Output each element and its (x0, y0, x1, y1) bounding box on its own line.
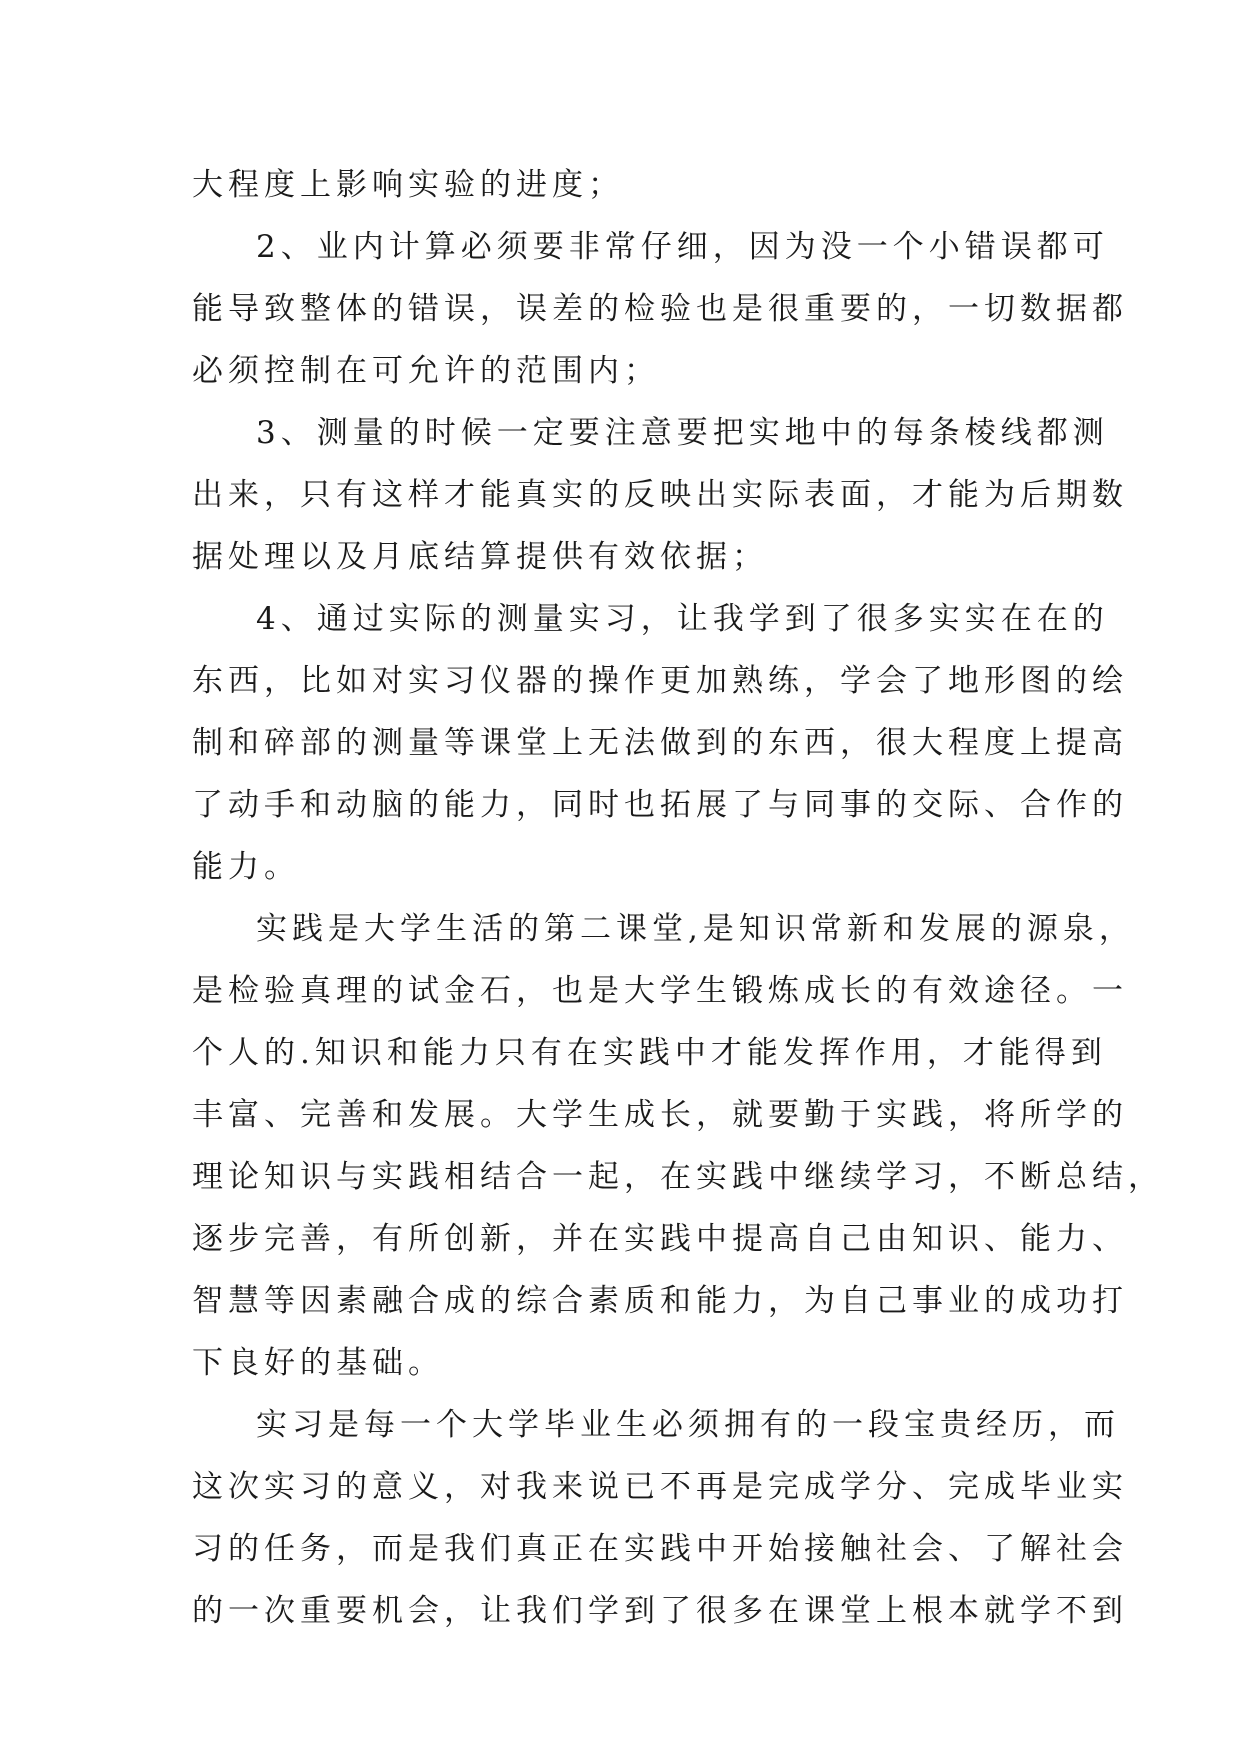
text-line: 习的任务，而是我们真正在实践中开始接触社会、了解社会 (192, 1531, 1128, 1567)
text-line: 这次实习的意义，对我来说已不再是完成学分、完成毕业实 (192, 1469, 1128, 1505)
text-line: 逐步完善，有所创新，并在实践中提高自己由知识、能力、 (192, 1221, 1128, 1257)
text-line: 3、测量的时候一定要注意要把实地中的每条棱线都测 (256, 415, 1109, 451)
text-line: 个人的.知识和能力只有在实践中才能发挥作用，才能得到 (192, 1035, 1107, 1071)
text-line: 下良好的基础。 (192, 1345, 444, 1381)
text-line: 了动手和动脑的能力，同时也拓展了与同事的交际、合作的 (192, 787, 1128, 823)
text-line: 智慧等因素融合成的综合素质和能力，为自己事业的成功打 (192, 1283, 1128, 1319)
text-line: 理论知识与实践相结合一起，在实践中继续学习，不断总结， (192, 1159, 1164, 1195)
text-line: 是检验真理的试金石，也是大学生锻炼成长的有效途径。一 (192, 973, 1128, 1009)
text-line: 4、通过实际的测量实习，让我学到了很多实实在在的 (256, 601, 1109, 637)
text-line: 出来，只有这样才能真实的反映出实际表面，才能为后期数 (192, 477, 1128, 513)
text-line: 据处理以及月底结算提供有效依据； (192, 539, 768, 575)
text-line: 实践是大学生活的第二课堂,是知识常新和发展的源泉， (256, 911, 1135, 947)
document-body (192, 154, 1164, 1642)
text-line: 能导致整体的错误，误差的检验也是很重要的，一切数据都 (192, 291, 1128, 327)
text-line: 的一次重要机会，让我们学到了很多在课堂上根本就学不到 (192, 1593, 1128, 1629)
text-line: 大程度上影响实验的进度； (192, 167, 624, 203)
text-line: 丰富、完善和发展。大学生成长，就要勤于实践，将所学的 (192, 1097, 1128, 1133)
text-line: 实习是每一个大学毕业生必须拥有的一段宝贵经历，而 (256, 1407, 1120, 1443)
text-line: 2、业内计算必须要非常仔细，因为没一个小错误都可 (256, 229, 1109, 265)
text-line: 制和碎部的测量等课堂上无法做到的东西，很大程度上提高 (192, 725, 1128, 761)
text-line: 必须控制在可允许的范围内； (192, 353, 660, 389)
text-line: 能力。 (192, 849, 300, 885)
text-line: 东西，比如对实习仪器的操作更加熟练，学会了地形图的绘 (192, 663, 1128, 699)
